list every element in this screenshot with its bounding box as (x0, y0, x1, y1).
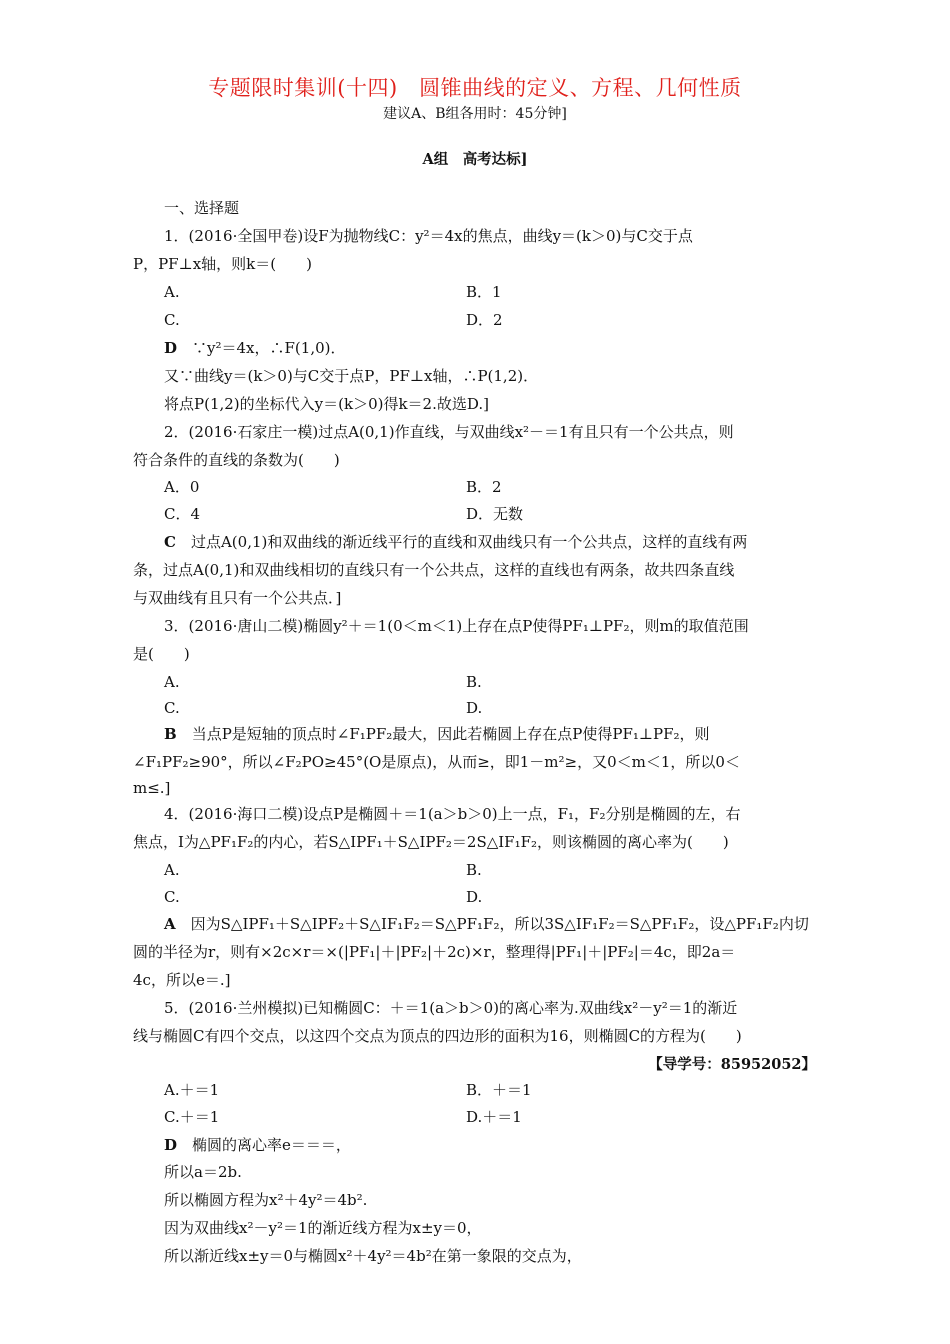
q4-option-c: C. (164, 888, 180, 906)
q1-solution-line1 (164, 338, 346, 358)
q3-option-a: A. (164, 673, 180, 691)
page-title: 专题限时集训(十四) 圆锥曲线的定义、方程、几何性质 (208, 76, 742, 100)
q2-answer: C (164, 533, 176, 551)
q5-option-c: C.＋＝1 (164, 1108, 220, 1126)
q4-solution-line2: 圆的半径为r，则有×2c×r＝×(|PF₁|＋|PF₂|＋2c)×r，整理得|PF₁|＋|PF₂|＝4c，即2a＝ (133, 943, 736, 961)
q3-option-b: B. (466, 673, 482, 691)
q3-solution-text: 当点P是短轴的顶点时∠F₁PF₂最大，因此若椭圆上存在点P使得PF₁⊥PF₂，则 (191, 725, 710, 743)
q3-solution-line1 (164, 724, 710, 744)
q4-option-d: D. (466, 888, 483, 906)
q4-solution-text: 因为S△IPF₁＋S△IPF₂＋S△IF₁F₂＝S△PF₁F₂，所以3S△IF₁F₂＝S△PF₁F₂，设△PF₁F₂内切 (190, 915, 809, 933)
q5-stem-line2: 线与椭圆C有四个交点，以这四个交点为顶点的四边形的面积为16，则椭圆C的方程为( ) (133, 1027, 742, 1045)
q2-stem-line2: 符合条件的直线的条数为( ) (133, 451, 340, 469)
q3-stem-line2: 是( ) (133, 645, 190, 663)
q1-answer: D (164, 339, 178, 357)
q5-solution-text: 椭圆的离心率e＝＝＝， (192, 1136, 351, 1154)
q5-stem-line1: 5．(2016·兰州模拟)已知椭圆C：＋＝1(a＞b＞0)的离心率为.双曲线x²－y²＝1的渐近 (164, 999, 738, 1017)
q1-stem-line2: P，PF⊥x轴，则k＝( ) (133, 255, 312, 273)
q1-option-c: C. (164, 311, 180, 329)
q5-solution-line1 (164, 1135, 351, 1155)
q5-solution-line5: 所以渐近线x±y＝0与椭圆x²＋4y²＝4b²在第一象限的交点为， (164, 1247, 582, 1265)
q5-solution-line2: 所以a＝2b. (164, 1163, 242, 1181)
q4-stem-line2: 焦点，I为△PF₁F₂的内心，若S△IPF₁＋S△IPF₂＝2S△IF₁F₂，则该椭圆的离心率为( ) (133, 833, 729, 851)
q2-solution-line2: 条，过点A(0,1)和双曲线相切的直线只有一个公共点，这样的直线也有两条，故共四条直线 (133, 561, 735, 579)
q5-solution-line3: 所以椭圆方程为x²＋4y²＝4b². (164, 1191, 368, 1209)
time-suggestion: 建议A、B组各用时：45分钟] (383, 106, 567, 122)
q3-answer: B (164, 725, 177, 743)
q2-option-b: B．2 (466, 478, 502, 496)
q1-stem-line1: 1．(2016·全国甲卷)设F为抛物线C：y²＝4x的焦点，曲线y＝(k＞0)与C交于点 (164, 227, 693, 245)
q4-option-b: B. (466, 861, 482, 879)
q5-option-a: A.＋＝1 (164, 1081, 220, 1099)
group-heading: A组 高考达标] (422, 151, 528, 168)
q2-solution-line3: 与双曲线有且只有一个公共点．] (133, 589, 342, 607)
q1-option-b: B．1 (466, 283, 502, 301)
q1-option-d: D．2 (466, 311, 503, 329)
q2-solution-line1 (164, 532, 747, 552)
q4-stem-line1: 4．(2016·海口二模)设点P是椭圆＋＝1(a＞b＞0)上一点，F₁，F₂分别是椭圆的左，右 (164, 805, 741, 823)
q4-solution-line3: 4c，所以e＝.] (133, 971, 231, 989)
q1-solution-line3: 将点P(1,2)的坐标代入y＝(k＞0)得k＝2.故选D.] (164, 395, 489, 413)
q3-solution-line3: m≤.] (133, 779, 171, 797)
section-heading: 一、选择题 (164, 199, 240, 217)
q3-stem-line1: 3．(2016·唐山二模)椭圆y²＋＝1(0＜m＜1)上存在点P使得PF₁⊥PF₂，则m的取值范围 (164, 617, 749, 635)
q2-solution-text: 过点A(0,1)和双曲线的渐近线平行的直线和双曲线只有一个公共点，这样的直线有两 (190, 533, 748, 551)
q5-option-d: D.＋＝1 (466, 1108, 522, 1126)
q3-option-d: D. (466, 699, 483, 717)
q5-solution-line4: 因为双曲线x²－y²＝1的渐近线方程为x±y＝0， (164, 1219, 482, 1237)
q5-option-b: B．＋＝1 (466, 1081, 532, 1099)
q2-option-d: D．无数 (466, 505, 524, 523)
q3-option-c: C. (164, 699, 180, 717)
guide-number: 【导学号：85952052】 (648, 1056, 816, 1073)
q2-stem-line1: 2．(2016·石家庄一模)过点A(0,1)作直线，与双曲线x²－＝1有且只有一个公共点，则 (164, 423, 734, 441)
q4-solution-line1 (164, 914, 809, 934)
q4-option-a: A. (164, 861, 180, 879)
q2-option-c: C．4 (164, 505, 201, 523)
q2-option-a: A．0 (164, 478, 200, 496)
q1-solution-text: ∵y²＝4x，∴F(1,0)． (192, 339, 346, 357)
q3-solution-line2: ∠F₁PF₂≥90°，所以∠F₂PO≥45°(O是原点)，从而≥，即1－m²≥，又0＜m＜1，所以0＜ (133, 753, 740, 771)
q1-option-a: A. (164, 283, 180, 301)
q5-answer: D (164, 1136, 178, 1154)
q1-solution-line2: 又∵曲线y＝(k＞0)与C交于点P，PF⊥x轴，∴P(1,2)． (164, 367, 539, 385)
q4-answer: A (164, 915, 176, 933)
